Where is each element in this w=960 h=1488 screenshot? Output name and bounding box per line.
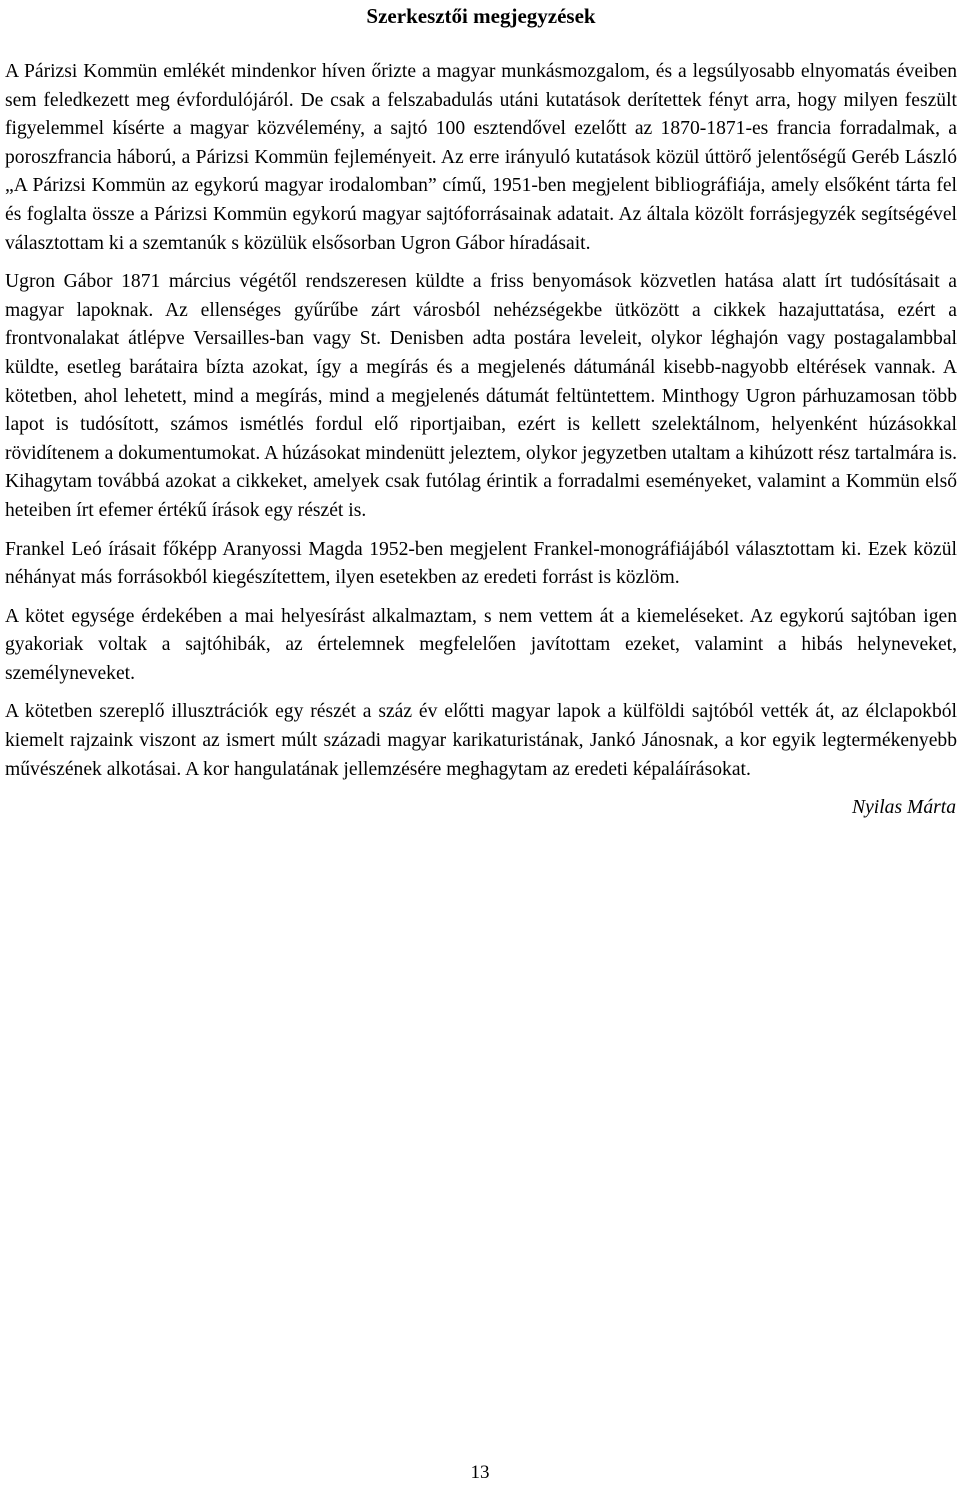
page-number: 13 bbox=[470, 1462, 490, 1483]
author-signature: Nyilas Márta bbox=[852, 797, 956, 819]
paragraph-5: A kötetben szereplő illusztrációk egy részét a száz év előtti magyar lapok a külföldi sajtóból vették át, az élclapokból kiemelt rajzaink viszont az ismert múlt századi magyar karikaturistának, Jankó Jánosnak, a kor egyik legtermékenyebb művészének alkotásai. A kor hangulatának jellemzésére meghagytam az eredeti képaláírásokat. bbox=[5, 701, 957, 780]
paragraph-4: A kötet egysége érdekében a mai helyesírást alkalmaztam, s nem vettem át a kiemeléseket. Az egykorú sajtóban igen gyakoriak voltak a sajtóhibák, az értelemnek megfelelően javítottam ezeket, valamint a hibás helyneveket, személyneveket. bbox=[5, 605, 957, 684]
paragraph-3: Frankel Leó írásait főképp Aranyossi Magda 1952-ben megjelent Frankel-monográfiájából választottam ki. Ezek közül néhányat más forrásokból kiegészítettem, ilyen esetekben az eredeti forrást is közlöm. bbox=[5, 538, 957, 589]
paragraph-2: Ugron Gábor 1871 március végétől rendszeresen küldte a friss benyomások közvetlen hatása alatt írt tudósításait a magyar lapoknak. Az ellenséges gyűrűbe zárt városból nehézségekbe ütközött a cikkek hazajuttatása, ezért a frontvonalakat átlépve Versailles-ban vagy St. Denisben adta postára leveleit, olykor léghajón vagy postagalambbal küldte, esetleg barátaira bízta azokat, így a megírás és a megjelenés dátumánál kisebb-nagyobb eltérések vannak. A kötetben, ahol lehetett, mind a megírás, mind a megjelenés dátumát feltüntettem. Minthogy Ugron párhuzamosan több lapot is tudósított, számos ismétlés fordul elő riportjaiban, ezért is kellett szelektálnom, helyenként húzásokkal rövidítenem a dokumentumokat. A húzásokat mindenütt jeleztem, olykor jegyzetben utaltam a kihúzott rész tartalmára is. Kihagytam továbbá azokat a cikkeket, amelyek csak futólag érintik a forradalmi eseményeket, valamint a Kommün első heteiben írt efemer értékű írások egy részét is. bbox=[5, 271, 957, 521]
page-title: Szerkesztői megjegyzések bbox=[366, 4, 596, 28]
paragraph-1: A Párizsi Kommün emlékét mindenkor híven őrizte a magyar munkásmozgalom, és a legsúlyosabb elnyomatás éveiben sem feledkezett meg évfordulójáról. De csak a felszabadulás utáni kutatások derítettek fényt arra, hogy milyen feszült figyelemmel kísérte a magyar közvélemény, a sajtó 100 esztendővel ezelőtt az 1870-1871-es francia forradalmak, a poroszfrancia háború, a Párizsi Kommün fejleményeit. Az erre irányuló kutatások közül úttörő jelentőségű Geréb László „A Párizsi Kommün az egykorú magyar irodalomban” című, 1951-ben megjelent bibliográfiája, amely elsőként tárta fel és foglalta össze a Párizsi Kommün egykorú magyar sajtóforrásainak adatait. Az általa közölt forrásjegyzék segítségével választottam ki a szemtanúk s közülük elsősorban Ugron Gábor híradásait. bbox=[5, 61, 957, 254]
page bbox=[5, 0, 957, 823]
